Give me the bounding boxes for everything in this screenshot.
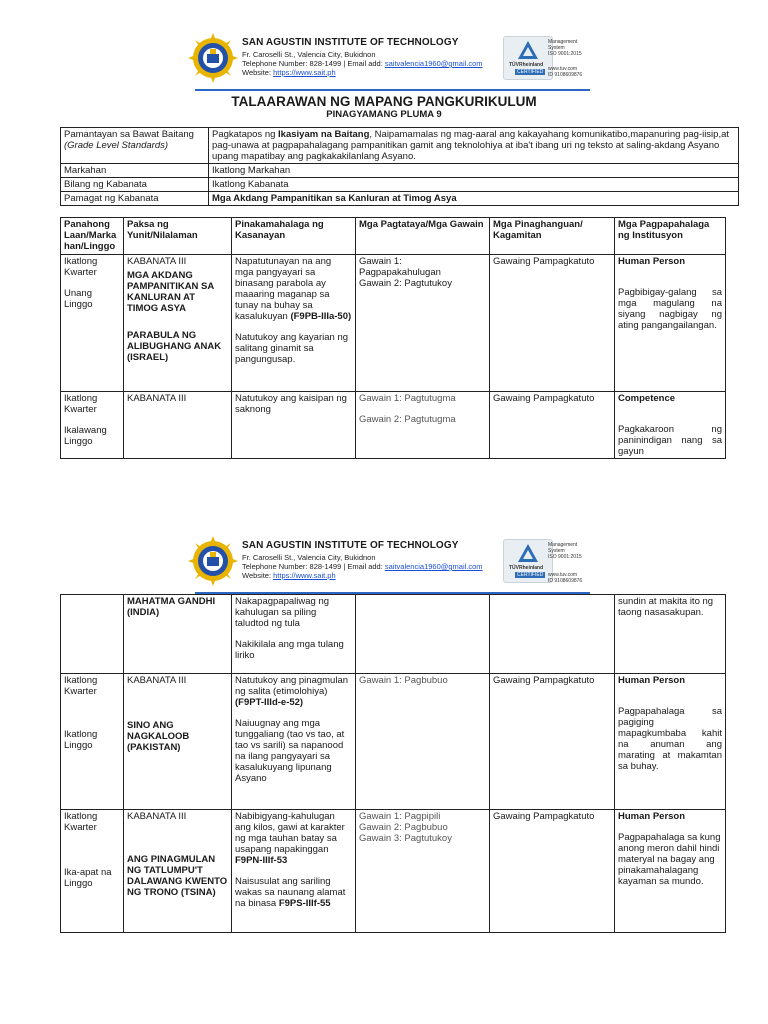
col-header-time: Panahong Laan/Marka han/Linggo bbox=[61, 218, 124, 255]
col-header-values: Mga Pagpapahalaga ng Institusyon bbox=[615, 218, 726, 255]
assessment-cell bbox=[356, 810, 490, 933]
cert-badge: CERTIFIED bbox=[517, 572, 544, 578]
page-1 bbox=[0, 0, 768, 460]
kabanata-label: KABANATA III bbox=[124, 392, 232, 459]
curriculum-table bbox=[60, 217, 726, 459]
triangle-icon bbox=[517, 40, 539, 60]
school-name: SAN AGUSTIN INSTITUTE OF TECHNOLOGY bbox=[242, 540, 459, 551]
email-link[interactable]: saitvalencia1960@gmail.com bbox=[384, 59, 483, 68]
standards-post: , Naipamamalas ng mag-aaral ang kakayahang komunikatibo,mapanuring pag-iisip,at pag-unawa at pagpapahalagang pampanitikan gamit ang teknolohiya at iba't ibang uri ng teksto at saling-akdang Asyano upang mapatibay ang pagkakakilanlang Asyano. bbox=[212, 129, 730, 162]
topic-cell bbox=[124, 674, 232, 810]
time-cell bbox=[61, 810, 124, 933]
col-header-skill: Pinakamahalaga ng Kasanayan bbox=[232, 218, 356, 255]
activity-item: Gawain 2: Pagbubuo bbox=[359, 822, 448, 833]
standards-label-en: (Grade Level Standards) bbox=[64, 140, 169, 151]
assessment-cell bbox=[356, 255, 490, 392]
skill-desc: Napatutunayan na ang mga pangyayari sa binasang parabola ay maaaring maganap sa tunay na buhay sa kasalukuyan bbox=[235, 256, 332, 322]
quarter-label: Ikatlong Kwarter bbox=[64, 811, 98, 833]
kabanata-label: KABANATA III bbox=[127, 675, 187, 686]
standards-pre: Pagkatapos ng bbox=[212, 129, 279, 140]
table-row bbox=[61, 255, 726, 392]
contact-line bbox=[242, 59, 483, 68]
cert-badge: CERTIFIED bbox=[517, 69, 544, 75]
skill-text bbox=[235, 256, 352, 322]
time-cell bbox=[61, 392, 124, 459]
week-label: Ikatlong Linggo bbox=[64, 729, 98, 751]
cert-id: ID 9108609876 bbox=[548, 72, 583, 78]
triangle-icon bbox=[517, 543, 539, 563]
website-line bbox=[242, 68, 336, 77]
document-title: TALAARAWAN NG MAPANG PANGKURIKULUM bbox=[231, 94, 537, 109]
value-text: Pagpapahalaga sa kung anong meron dahil hindi materyal na bagay ang pinakamahalagang kayaman sa mundo. bbox=[618, 832, 721, 887]
pamagat-row bbox=[61, 192, 739, 206]
topic-title: MAHATMA GANDHI (INDIA) bbox=[124, 595, 232, 674]
cert-brand: TÜVRheinland bbox=[509, 62, 544, 68]
telephone-label: Telephone Number: 828-1499 | Email add: bbox=[242, 562, 385, 571]
values-cell bbox=[615, 255, 726, 392]
source-cell bbox=[490, 595, 615, 674]
address: Fr. Caroselli St., Valencia City, Bukidnon bbox=[242, 553, 376, 562]
kabanata-label: Bilang ng Kabanata bbox=[61, 178, 209, 192]
skill-desc: Naisusulat ang sariling wakas sa naunang alamat na binasa bbox=[235, 876, 346, 909]
skill-text: Nakikilala ang mga tulang liriko bbox=[235, 639, 344, 661]
quarter-label: Ikatlong Kwarter bbox=[64, 675, 98, 697]
activity-item: Gawain 1: Pagpipili bbox=[359, 811, 441, 822]
cert-site: www.tuv.com bbox=[548, 66, 578, 72]
skill-text: Natutukoy ang kayarian ng salitang ginamit sa pangungusap. bbox=[235, 332, 349, 365]
tuv-certification-icon bbox=[503, 539, 553, 583]
source-cell: Gawaing Pampagkatuto bbox=[490, 810, 615, 933]
skill-text: Natutukoy ang pinagmulan ng salita (etimolohiya) bbox=[235, 675, 349, 697]
school-seal-icon bbox=[188, 536, 238, 586]
tuv-certification-icon bbox=[503, 36, 553, 80]
header-rule bbox=[195, 89, 590, 91]
value-text: Pagbibigay-galang sa mga magulang na siyang nagbigay ng ating pangangailangan. bbox=[618, 287, 722, 331]
cert-line3: ISO 9001:2015 bbox=[548, 51, 582, 57]
activity-item: Gawain 1: Pagpapakahulugan bbox=[359, 256, 441, 278]
skill-desc: Nabibigyang-kahulugan ang kilos, gawi at karakter ng mga tauhan batay sa usapang napakinggan bbox=[235, 811, 345, 855]
email-link[interactable]: saitvalencia1960@gmail.com bbox=[384, 562, 483, 571]
cert-id: ID 9108609876 bbox=[548, 578, 583, 584]
markahan-value: Ikatlong Markahan bbox=[209, 164, 739, 178]
markahan-label: Markahan bbox=[61, 164, 209, 178]
skill-cell bbox=[232, 595, 356, 674]
info-table bbox=[60, 127, 739, 206]
standards-value-cell bbox=[209, 128, 739, 164]
document-subtitle: PINAGYAMANG PLUMA 9 bbox=[326, 109, 442, 120]
cert-line3: ISO 9001:2015 bbox=[548, 554, 582, 560]
col-header-topic: Paksa ng Yunit/Nilalaman bbox=[124, 218, 232, 255]
topic-cell bbox=[124, 255, 232, 392]
topic-title: MGA AKDANG PAMPANITIKAN SA KANLURAN AT TIMOG ASYA bbox=[127, 270, 214, 314]
value-heading: Human Person bbox=[618, 811, 686, 822]
skill-cell bbox=[232, 810, 356, 933]
source-cell: Gawaing Pampagkatuto bbox=[490, 392, 615, 459]
table-row bbox=[61, 392, 726, 459]
values-cell bbox=[615, 392, 726, 459]
week-label: Unang Linggo bbox=[64, 288, 93, 310]
week-label: Ikalawang Linggo bbox=[64, 425, 107, 447]
kabanata-row bbox=[61, 178, 739, 192]
cert-line2: System bbox=[548, 548, 565, 554]
value-text: Pagpapahalaga sa pagiging mapagkumbaba kahit na anuman ang marating at makamtan sa buhay. bbox=[618, 706, 722, 772]
values-cell bbox=[615, 810, 726, 933]
cert-line1: Management bbox=[548, 542, 578, 548]
website-label: Website: bbox=[242, 571, 274, 580]
standards-label: Pamantayan sa Bawat Baitang bbox=[64, 129, 194, 140]
website-link[interactable]: https://www.sait.ph bbox=[273, 571, 336, 580]
skill-text: Nakapagpapaliwag ng kahulugan sa piling taludtod ng tula bbox=[235, 596, 330, 629]
activity-item: Gawain 1: Pagbubuo bbox=[356, 674, 490, 810]
topic-title: SINO ANG NAGKALOOB (PAKISTAN) bbox=[127, 720, 190, 753]
curriculum-table-continued bbox=[60, 594, 726, 933]
markahan-row bbox=[61, 164, 739, 178]
col-header-sources: Mga Pinaghanguan/ Kagamitan bbox=[490, 218, 615, 255]
kabanata-label: KABANATA III bbox=[127, 256, 187, 267]
telephone-label: Telephone Number: 828-1499 | Email add: bbox=[242, 59, 385, 68]
source-cell: Gawaing Pampagkatuto bbox=[490, 674, 615, 810]
value-text: Pagkakaroon ng paninindigan nang sa gayun bbox=[618, 424, 722, 457]
cert-line2: System bbox=[548, 45, 565, 51]
kabanata-label: KABANATA III bbox=[127, 811, 187, 822]
assessment-cell bbox=[356, 392, 490, 459]
skill-text: Natutukoy ang kaisipan ng saknong bbox=[232, 392, 356, 459]
skill-code: (F9PB-IIIa-50) bbox=[290, 311, 352, 322]
skill-code: F9PS-IIIf-55 bbox=[278, 898, 331, 909]
activity-item: Gawain 3: Pagtutukoy bbox=[359, 833, 452, 844]
school-name: SAN AGUSTIN INSTITUTE OF TECHNOLOGY bbox=[242, 37, 459, 48]
topic-cell bbox=[124, 810, 232, 933]
website-link[interactable]: https://www.sait.ph bbox=[273, 68, 336, 77]
col-header-assessment: Mga Pagtataya/Mga Gawain bbox=[356, 218, 490, 255]
pamagat-label: Pamagat ng Kabanata bbox=[61, 192, 209, 206]
time-cell bbox=[61, 595, 124, 674]
table-row bbox=[61, 674, 726, 810]
quarter-label: Ikatlong Kwarter bbox=[64, 256, 98, 278]
address: Fr. Caroselli St., Valencia City, Bukidnon bbox=[242, 50, 376, 59]
header-row bbox=[61, 218, 726, 255]
value-heading: Human Person bbox=[618, 675, 686, 686]
standards-row bbox=[61, 128, 739, 164]
school-seal-icon bbox=[188, 33, 238, 83]
skill-text bbox=[235, 876, 352, 909]
time-cell bbox=[61, 674, 124, 810]
pamagat-value: Mga Akdang Pampanitikan sa Kanluran at Timog Asya bbox=[209, 192, 739, 206]
topic-title: PARABULA NG ALIBUGHANG ANAK (ISRAEL) bbox=[127, 330, 222, 363]
time-cell bbox=[61, 255, 124, 392]
cert-site: www.tuv.com bbox=[548, 572, 578, 578]
quarter-label: Ikatlong Kwarter bbox=[64, 393, 98, 415]
values-cell bbox=[615, 674, 726, 810]
activity-item: Gawain 1: Pagtutugma bbox=[359, 393, 456, 404]
cert-line1: Management bbox=[548, 39, 578, 45]
skill-text bbox=[235, 811, 352, 866]
website-line bbox=[242, 571, 336, 580]
table-row bbox=[61, 810, 726, 933]
source-cell: Gawaing Pampagkatuto bbox=[490, 255, 615, 392]
skill-text: Naiuugnay ang mga tunggaliang (tao vs tao, at tao vs sarili) sa napanood na ilang pangyayari sa kasalukuyang lipunang Asyano bbox=[235, 718, 345, 784]
value-text: sundin at makita ito ng taong nasasakupan. bbox=[615, 595, 726, 674]
activity-item: Gawain 2: Pagtutukoy bbox=[359, 278, 452, 289]
topic-title: ANG PINAGMULAN NG TATLUMPU'T DALAWANG KWENTO NG TRONO (TSINA) bbox=[127, 854, 228, 898]
standards-label-cell bbox=[61, 128, 209, 164]
standards-bold: Ikasiyam na Baitang bbox=[278, 129, 370, 140]
activity-item: Gawain 2: Pagtutugma bbox=[359, 414, 456, 425]
value-heading: Competence bbox=[618, 393, 676, 404]
website-label: Website: bbox=[242, 68, 274, 77]
contact-line bbox=[242, 562, 483, 571]
assessment-cell bbox=[356, 595, 490, 674]
skill-code: (F9PT-IIId-e-52) bbox=[235, 697, 304, 708]
table-row bbox=[61, 595, 726, 674]
skill-code: F9PN-IIIf-53 bbox=[235, 855, 288, 866]
value-heading: Human Person bbox=[618, 256, 686, 267]
skill-cell bbox=[232, 255, 356, 392]
cert-brand: TÜVRheinland bbox=[509, 565, 544, 571]
skill-cell bbox=[232, 674, 356, 810]
week-label: Ika-apat na Linggo bbox=[64, 867, 112, 889]
kabanata-value: Ikatlong Kabanata bbox=[209, 178, 739, 192]
